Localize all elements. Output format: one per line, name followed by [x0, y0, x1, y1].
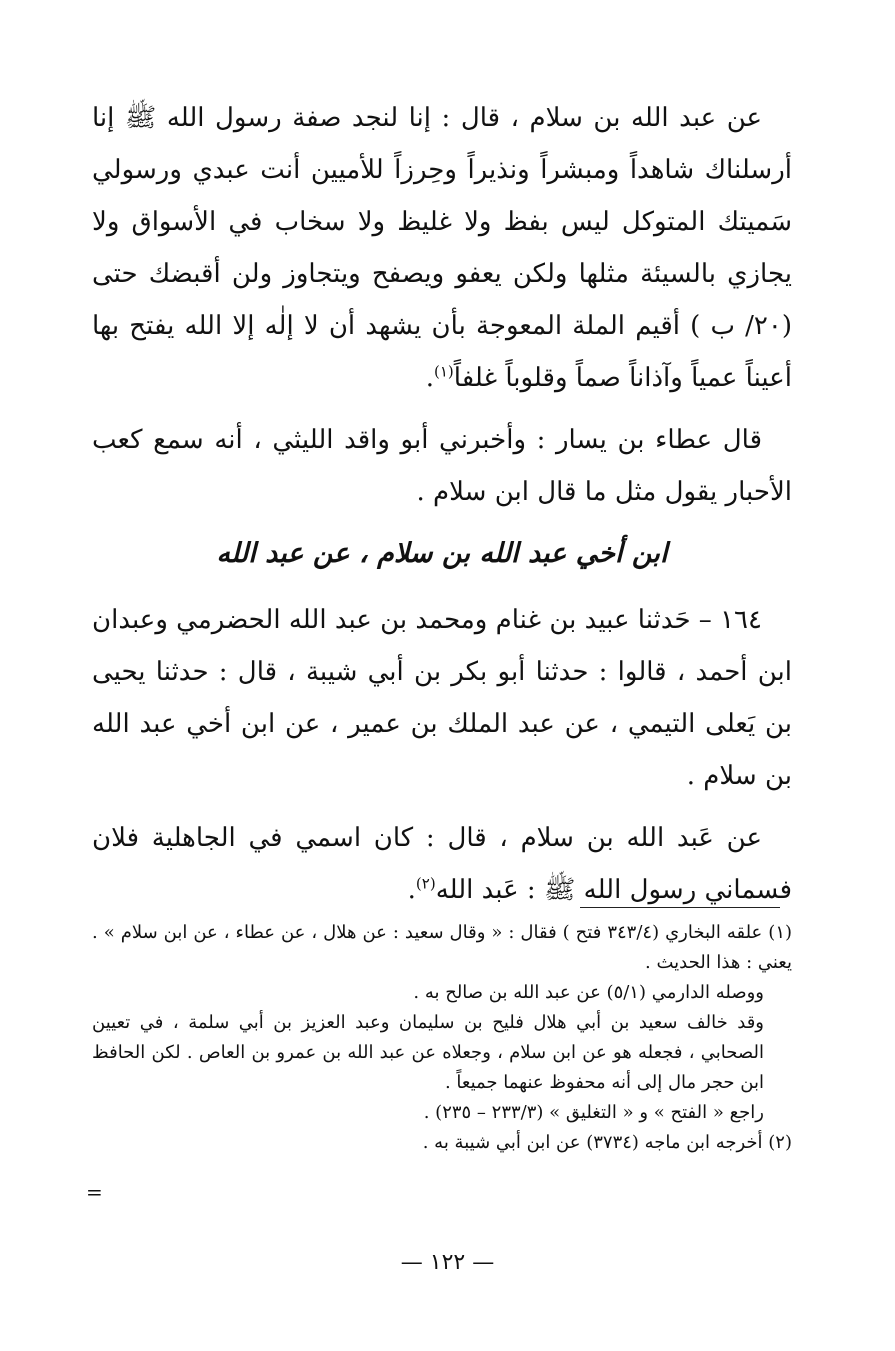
footnote-ref-1: (١) — [434, 362, 454, 381]
footnote-1: (١) علقه البخاري (٣٤٣/٤ فتح ) فقال : « وقال سعيد : عن هلال ، عن عطاء ، عن ابن سلام » . يعني : هذا الحديث . — [92, 922, 793, 973]
hadith-paragraph-1-end: . — [425, 363, 434, 393]
footnote-separator — [580, 907, 780, 908]
isnad-paragraph: ١٦٤ – حَدثنا عبيد بن غنام ومحمد بن عبد الله الحضرمي وعبدان ابن أحمد ، قالوا : حدثنا أبو بكر بن أبي شيبة ، قال : حدثنا يحيى بن يَعلى التيمي ، عن عبد الملك بن عمير ، عن ابن أخي عبد الله بن سلام . — [92, 605, 792, 791]
footnote-1-continuation-2: وقد خالف سعيد بن أبي هلال فليح بن سليمان وعبد العزيز بن أبي سلمة ، في تعيين الصحابي ، فجعله هو عن ابن سلام ، وجعلاه عن عبد الله بن عمرو بن العاص . لكن الحافظ ابن حجر مال إلى أنه محفوظ عنهما جميعاً . — [92, 1012, 764, 1093]
section-heading: ابن أخي عبد الله بن سلام ، عن عبد الله — [216, 538, 668, 569]
footnotes — [92, 918, 792, 1158]
narration-paragraph: قال عطاء بن يسار : وأخبرني أبو واقد الليثي ، أنه سمع كعب الأحبار يقول مثل ما قال ابن سلام . — [92, 425, 792, 507]
hadith-paragraph-1-text: عن عبد الله بن سلام ، قال : إنا لنجد صفة رسول الله ﷺ إنا أرسلناك شاهداً ومبشراً ونذيراً وحِرزاً للأميين أنت عبدي ورسولي سَميتك المتوكل ليس بفظ ولا غليظ ولا سخاب في الأسواق ولا يجازي بالسيئة مثلها ولكن يعفو ويصفح ويتجاوز ولن أقبضك حتى (٢٠/ ب ) أقيم الملة المعوجة بأن يشهد أن لا إلٰه إلا الله يفتح بها أعيناً عمياً وآذاناً صماً وقلوباً غلفاً — [92, 103, 792, 393]
hadith-paragraph-1 — [92, 92, 792, 404]
hadith-paragraph-2 — [92, 812, 792, 916]
hadith-paragraph-2-end: . — [407, 875, 416, 905]
hadith-paragraph-2-text: عن عَبد الله بن سلام ، قال : كان اسمي في الجاهلية فلان فسماني رسول الله ﷺ : عَبد الله — [92, 823, 792, 905]
page-number: — ١٢٢ — — [400, 1250, 495, 1275]
main-text — [92, 92, 792, 916]
footnote-1-continuation-1: ووصله الدارمي (٥/١) عن عبد الله بن صالح به . — [413, 982, 764, 1003]
footnote-2: (٢) أخرجه ابن ماجه (٣٧٣٤) عن ابن أبي شيبة به . — [422, 1132, 792, 1153]
footnote-1-continuation-3: راجع « الفتح » و « التغليق » (٢٣٣/٣ – ٢٣٥) . — [423, 1102, 764, 1123]
continuation-mark: = — [86, 1180, 103, 1204]
footnote-ref-2: (٢) — [415, 874, 436, 893]
